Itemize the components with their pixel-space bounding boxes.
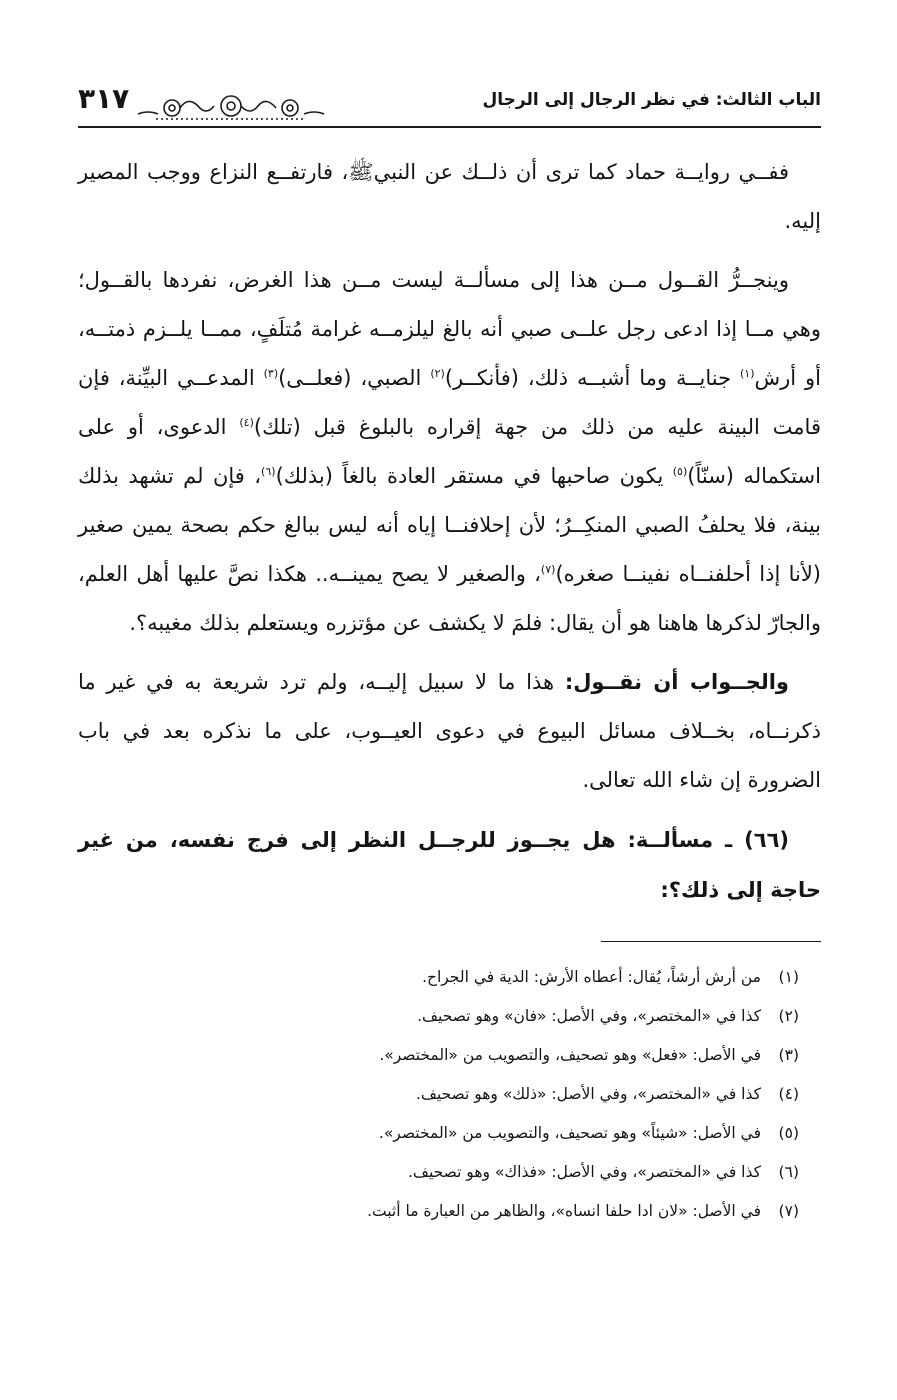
footnote-2: (٢) كذا في «المختصر»، وفي الأصل: «فان» وهو تصحيف. (417, 1007, 799, 1025)
footnote-1: (١) من أرش أرشاً، يُقال: أعطاه الأرش: الدية في الجراح. (422, 968, 799, 986)
footnote-ref-4[interactable]: (٤) (239, 416, 254, 429)
question-heading: (٦٦) ـ مسألــة: هل يجــوز للرجــل النظر إلى فرج نفسه، من غير حاجة إلى ذلك؟: (78, 828, 821, 902)
page-header (78, 82, 821, 128)
book-page (78, 82, 821, 1360)
answer-lead: والجــواب أن نقــول: (564, 670, 789, 694)
footnote-ref-1[interactable]: (١) (739, 367, 755, 380)
paragraph-3: والجــواب أن نقــول: هذا ما لا سبيل إليــه، ولم ترد شريعة به في غير ما ذكرنــاه، بخــلاف مسائل البيوع في دعوى العيــوب، على ما نذكره بعد في باب الضرورة إن شاء الله تعالى. (78, 670, 821, 792)
ornament-icon (136, 92, 326, 122)
footnotes-list (78, 958, 821, 1231)
footnote-3: (٣) في الأصل: «فعل» وهو تصحيف، والتصويب من «المختصر». (379, 1046, 799, 1064)
footnote-5: (٥) في الأصل: «شيئاً» وهو تصحيف، والتصويب من «المختصر». (378, 1124, 799, 1142)
footnote-ref-2[interactable]: (٢) (430, 367, 445, 380)
footnote-ref-5[interactable]: (٥) (672, 465, 688, 478)
footnote-divider (601, 941, 821, 942)
page-number: ٣١٧ (78, 82, 130, 115)
footnote-ref-3[interactable]: (٣) (263, 367, 279, 380)
running-title: الباب الثالث: في نظر الرجال إلى الرجال (482, 90, 821, 110)
footnote-4: (٤) كذا في «المختصر»، وفي الأصل: «ذلك» وهو تصحيف. (415, 1085, 799, 1103)
body-text (78, 148, 821, 915)
footnote-ref-6[interactable]: (٦) (261, 465, 276, 478)
paragraph-2: وينجــرُّ القــول مــن هذا إلى مسألــة ليست مــن هذا الغرض، نفردها بالقــول؛ وهي مــا إذا ادعى رجل علــى صبي أنه بالغ ليلزمــه غرامة مُتلَفٍ، ممــا يلــزم ذمتــه، أو أرش$^{(١)}$ جنايــة وما أشبــه ذلك، (فأنكــر)$^{(٢)}$ الصبي، (فعلــى)$^{(٣)}$ المدعــي البيِّنة، فإن قامت البينة عليه من ذلك من جهة إقراره بالبلوغ قبل (تلك)$^{(٤)}$ الدعوى، أو على استكماله (سنّاً)$^{(٥)}$ يكون صاحبها في مستقر العادة بالغاً (بذلك)$^{(٦)}$، فإن لم تشهد بذلك بينة، فلا يحلفُ الصبي المنكِــرُ؛ لأن إحلافنــا إياه أنه ليس ببالغ حكم بصحة يمين صغير (لأنا إذا أحلفنــاه نفينــا صغره)$^{(٧)}$، والصغير لا يصح يمينــه.. هكذا نصَّ عليها أهل العلم، والجارّ لذكرها هاهنا هو أن يقال: فلمَ لا يكشف عن مؤتزره ويستعلم بذلك مغيبه؟. (78, 268, 821, 635)
paragraph-1: ففــي روايــة حماد كما ترى أن ذلــك عن النبيﷺ، فارتفــع النزاع ووجب المصير إليه. (78, 160, 821, 233)
footnote-ref-7[interactable]: (٧) (540, 563, 556, 576)
footnote-6: (٦) كذا في «المختصر»، وفي الأصل: «فذاك» وهو تصحيف. (407, 1163, 799, 1181)
footnote-7: (٧) في الأصل: «لان ادا حلفا انساه»، والظاهر من العبارة ما أثبت. (367, 1202, 799, 1220)
